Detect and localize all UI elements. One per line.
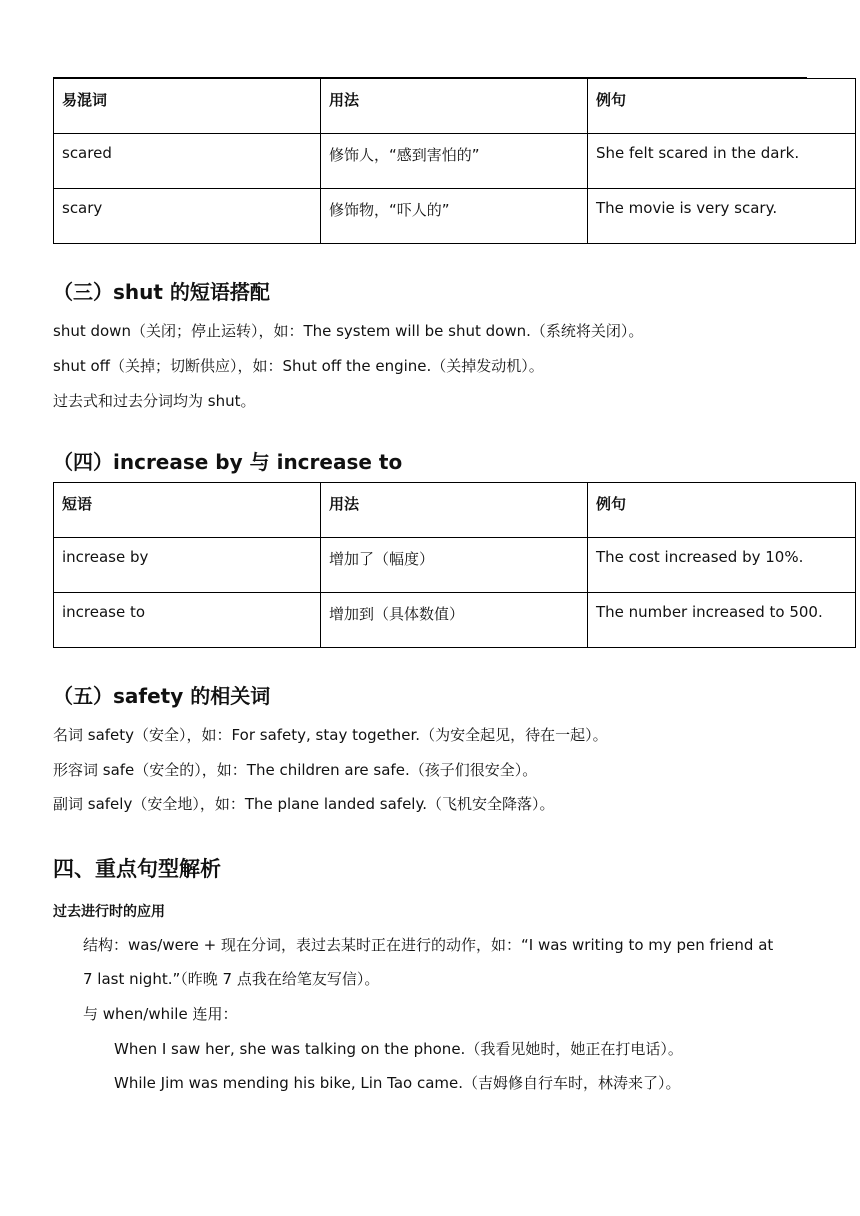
table-cell: 增加了（幅度） [321,538,588,593]
header-cell: 用法 [321,79,588,134]
table-header-row [54,79,856,134]
table-row [54,134,856,189]
section-5-title: （五）safety 的相关词 [53,684,271,708]
header-cell: 易混词 [54,79,321,134]
table-cell: scary [54,189,321,244]
part-4-subtitle: 过去进行时的应用 [53,904,165,920]
table-cell: The number increased to 500. [588,593,856,648]
confusable-words-table [53,78,856,244]
section-3-line: 过去式和过去分词均为 shut。 [53,392,256,410]
table-row [54,593,856,648]
table-cell: 修饰人，“感到害怕的” [321,134,588,189]
section-3-title: （三）shut 的短语搭配 [53,280,270,304]
table-row [54,538,856,593]
table-cell: She felt scared in the dark. [588,134,856,189]
example-sentence: When I saw her, she was talking on the phone.（我看见她时，她正在打电话）。 [114,1040,683,1058]
increase-phrases-table [53,482,856,648]
table-cell: 修饰物，“吓人的” [321,189,588,244]
header-cell: 例句 [588,79,856,134]
header-cell: 例句 [588,483,856,538]
table-cell: increase to [54,593,321,648]
table-header-row [54,483,856,538]
table-cell: The cost increased by 10%. [588,538,856,593]
section-4-title: （四）increase by 与 increase to [53,450,403,474]
section-5-line: 形容词 safe（安全的），如：The children are safe.（孩子们很安全）。 [53,761,538,779]
header-cell: 短语 [54,483,321,538]
structure-line: 结构：was/were + 现在分词，表过去某时正在进行的动作，如：“I was writing to my pen friend at [83,936,774,954]
part-4-title: 四、重点句型解析 [53,857,221,881]
table-row [54,189,856,244]
header-cell: 用法 [321,483,588,538]
table-cell: 增加到（具体数值） [321,593,588,648]
section-5-line: 名词 safety（安全），如：For safety, stay together.（为安全起见，待在一起）。 [53,726,608,744]
table-cell: scared [54,134,321,189]
section-3-line: shut down（关闭；停止运转），如：The system will be shut down.（系统将关闭）。 [53,322,644,340]
section-3-line: shut off（关掉；切断供应），如：Shut off the engine.（关掉发动机）。 [53,357,544,375]
table-cell: The movie is very scary. [588,189,856,244]
structure-line: 7 last night.”（昨晚 7 点我在给笔友写信）。 [83,970,380,988]
table-cell: increase by [54,538,321,593]
example-sentence: While Jim was mending his bike, Lin Tao came.（吉姆修自行车时，林涛来了）。 [114,1074,681,1092]
when-while-line: 与 when/while 连用： [83,1005,238,1023]
section-5-line: 副词 safely（安全地），如：The plane landed safely.（飞机安全降落）。 [53,795,555,813]
